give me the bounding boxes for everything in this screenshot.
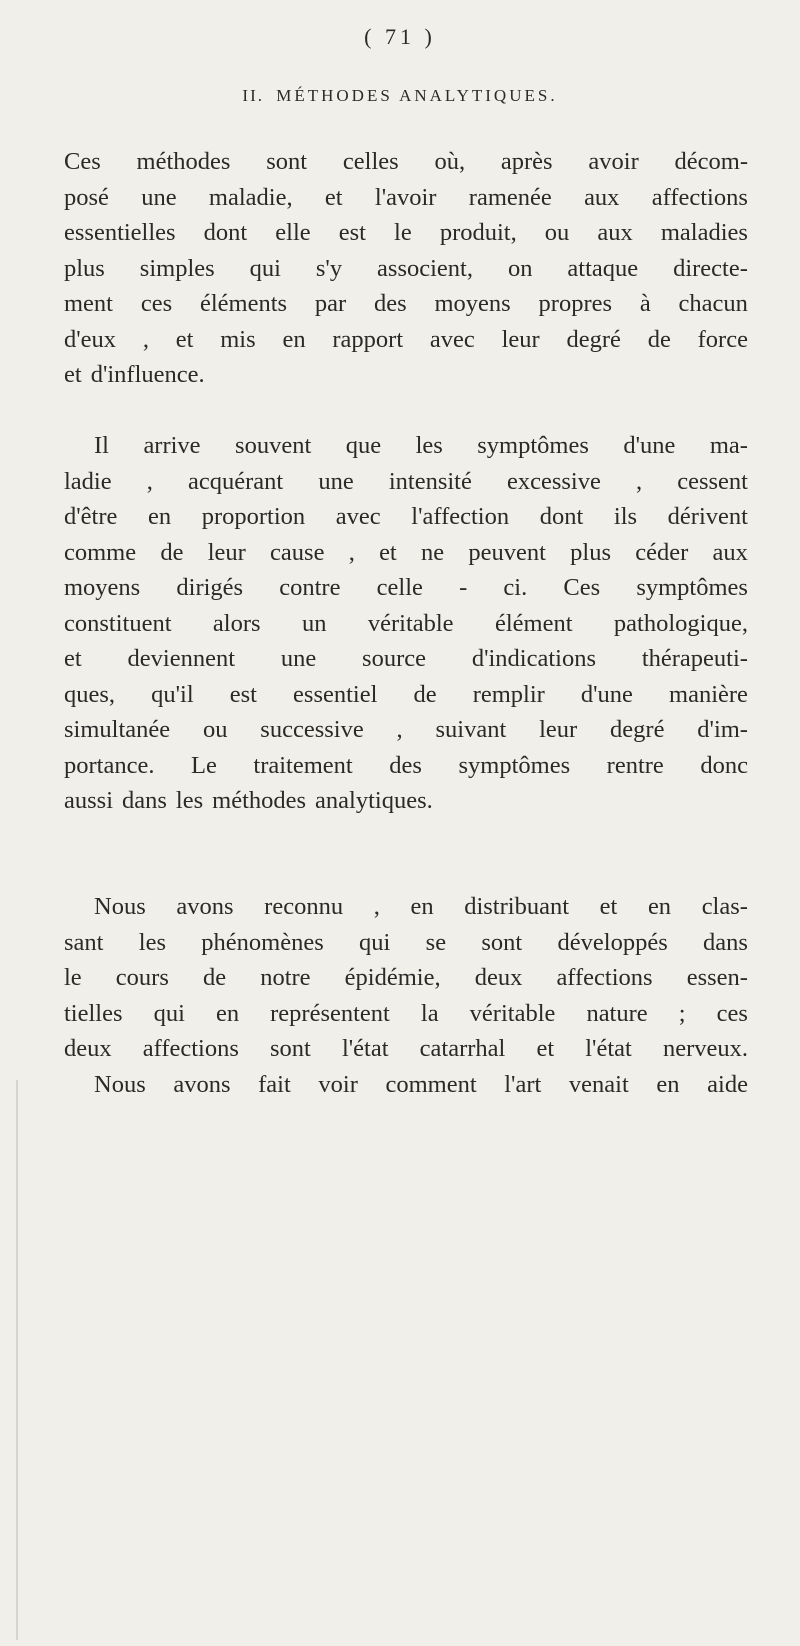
- text-line: le cours de notre épidémie, deux affections essen-: [64, 964, 748, 991]
- text-line: posé une maladie, et l'avoir ramenée aux affections: [64, 183, 748, 211]
- text-line: ment ces éléments par des moyens propres à chacun: [64, 290, 748, 317]
- text-line: comme de leur cause , et ne peuvent plus céder aux: [64, 538, 748, 566]
- text-line: essentielles dont elle est le produit, ou aux maladies: [64, 219, 748, 246]
- paragraph-1: [64, 144, 748, 393]
- text-line: constituent alors un véritable élément pathologique,: [64, 609, 748, 637]
- text-line: moyens dirigés contre celle - ci. Ces symptômes: [64, 574, 748, 601]
- text-line: et d'influence.: [64, 361, 205, 388]
- text-line: d'eux , et mis en rapport avec leur degré de force: [64, 325, 748, 353]
- section-title: MÉTHODES ANALYTIQUES.: [276, 86, 558, 105]
- text-line: plus simples qui s'y associent, on attaque directe-: [64, 254, 748, 282]
- text-line: Nous avons reconnu , en distribuant et en clas-: [94, 893, 748, 920]
- page-number: ( 71 ): [364, 24, 436, 49]
- text-line: Ces méthodes sont celles où, après avoir décom-: [64, 148, 748, 175]
- section-number: II.: [242, 86, 264, 105]
- paragraph-2: [64, 428, 748, 819]
- text-line: Il arrive souvent que les symptômes d'une ma-: [94, 432, 748, 459]
- text-line: Nous avons fait voir comment l'art venait en aide: [94, 1070, 748, 1098]
- text-line: simultanée ou successive , suivant leur degré d'im-: [64, 716, 748, 743]
- paragraph-3: [64, 889, 748, 1102]
- text-line: ques, qu'il est essentiel de remplir d'une manière: [64, 680, 748, 708]
- text-line: portance. Le traitement des symptômes rentre donc: [64, 751, 748, 779]
- text-line: et deviennent une source d'indications thérapeuti-: [64, 645, 748, 672]
- text-line: deux affections sont l'état catarrhal et l'état nerveux.: [64, 1035, 748, 1062]
- section-heading: [0, 86, 800, 106]
- text-line: aussi dans les méthodes analytiques.: [64, 787, 433, 814]
- page-edge-shadow: [16, 1080, 18, 1640]
- text-line: ladie , acquérant une intensité excessive , cessent: [64, 467, 748, 495]
- text-line: sant les phénomènes qui se sont développés dans: [64, 928, 748, 956]
- text-line: tielles qui en représentent la véritable nature ; ces: [64, 999, 748, 1027]
- text-line: d'être en proportion avec l'affection dont ils dérivent: [64, 503, 748, 530]
